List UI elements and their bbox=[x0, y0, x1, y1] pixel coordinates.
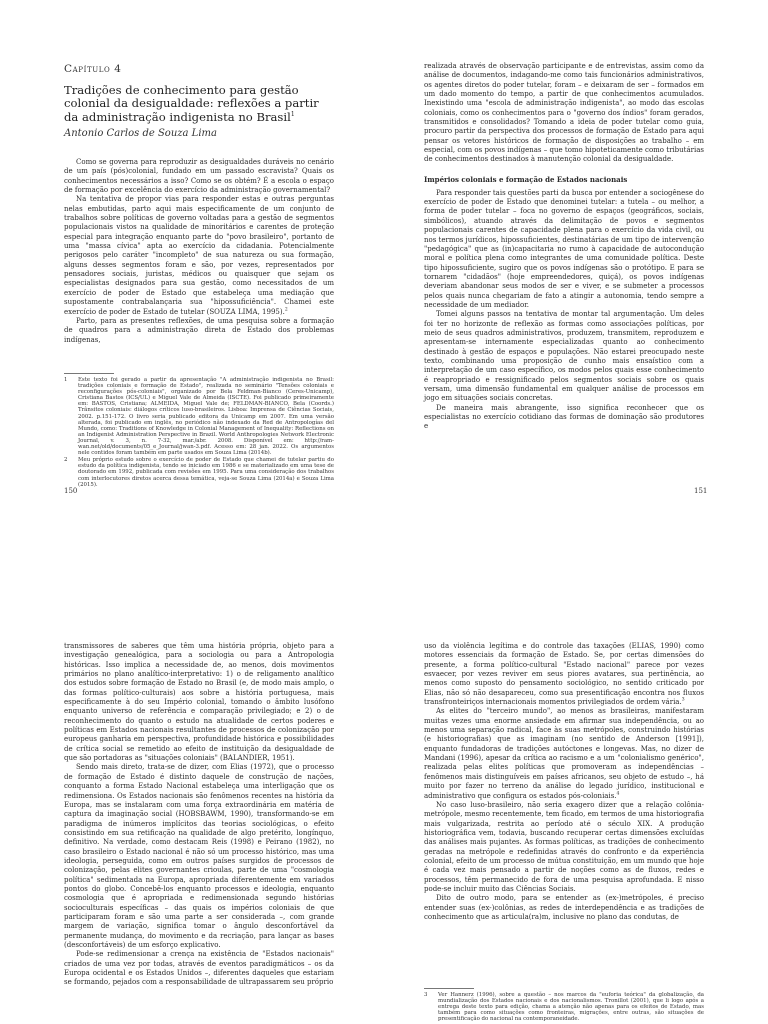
footnote-ref: 3 bbox=[681, 697, 685, 703]
paragraph-text: uso da violência legítima e do controle das taxações (ELIAS, 1990) como motores essenciais da formação de Estado. Se, por certas dimensões do presente, a forma político-cultural "Estado nacional" parece por vezes esvaecer, por vezes reviver em seus piores avatares, sua pertinência, ao menos como suposto do pensamento sociológico, no sentido criticado por Elias, não só não desapareceu, como sua presentificação encontra nos fluxos transfronteiriços internacionais momentos privilegiados de ordem vária. bbox=[424, 642, 704, 707]
paragraph-text: As elites do "terceiro mundo", ao menos as brasileiras, manifestaram muitas vezes uma enorme ansiedade em afirmar sua independência, ou ao menos uma separação radical, face às suas metrópoles, construindo histórias (e historiografias) que as imaginam (no sentido de Anderson [1991]), enquanto fundadoras de tradições autóctones e longevas. Mas, no dizer de Mandani (1996), apesar da crítica ao racismo e a um "colonialismo genérico", realizada pelas elites políticas que promoveram as independências – fenômenos mais distinguíveis em países africanos, seu objeto de estudo –, há muito por fazer no terreno da análise do legado jurídico, institucional e administrativo que configura os estados pós-coloniais. bbox=[424, 707, 704, 800]
footnote-text: Este texto foi gerado a partir da apresentação "A administração indigenista no Brasil: tradições coloniais e formação de Estado", realizada no seminário "Tensões coloniais e reconfigurações pós-coloniais", organizado por Bela Feldman-Bianco (Ceres-Unicamp), Cristiana Bastos (ICS/UL) e Miguel Vale de Almeida (ISCTE). Foi publicado primeiramente em: BASTOS, Cristiana; ALMEIDA, Miguel Vale de; FELDMAN-BIANCO, Bela (Coords.) Trânsitos coloniais: diálogos críticos luso-brasileiros. Lisboa: Imprensa de Ciências Sociais, 2002. p.151-172. O livro seria publicado editora da Unicamp em 2007. Em uma versão alterada, foi publicado em inglês, no periódico não indexado da Red de Antropologías del Mundo, como: Traditions of Knowledge in Colonial Management of Inequality: Reflections on an Indigenist Administration Perspective in Brazil. World Anthropologies Network Electronic Journal, v. 3, n. 7-32, mar./abr. 2008. Disponível em: http://ram-wan.net/old/documents/05_e_Journal/jwan-3.pdf. Acesso em: 28 jan. 2022. Os argumentos nele contidos foram também em parte usados em Souza Lima (2014b). bbox=[78, 377, 334, 457]
chapter-title-text: Tradições de conhecimento para gestão colonial da desigualdade: reflexões a partir da administração indigenista no Brasil bbox=[64, 83, 319, 124]
page-153 bbox=[384, 512, 768, 1024]
footnote bbox=[64, 457, 334, 487]
paragraph: transmissores de saberes que têm uma história própria, objeto para a investigação genealógica, para a sociologia ou para a Antropologia históricas. Isso implica a necessidade de, ao menos, dois movimentos primários no plano analítico-interpretativo: 1) o de religamento analítico dos estudos sobre formação de Estado no Brasil (e, de modo mais amplo, o das formas político-culturais) aos sobre a história portuguesa, mais especificamente à do seu Império colonial, tomando o âmbito lusófono enquanto universo de referência e comparação privilegiado; e 2) o de reconhecimento do quanto o estudo na atualidade de certos poderes e políticas em Estados nacionais resultantes de processos de colonização por europeus ganharia em perspectiva, profundidade histórica e possibilidades de crítica social se remetido ao efeito de instituição da desigualdade de que são portadoras as "situações coloniais" (BALANDIER, 1951). bbox=[64, 642, 334, 763]
paragraph bbox=[424, 707, 704, 800]
footnotes bbox=[64, 373, 334, 489]
footnote-rule bbox=[64, 373, 114, 374]
footnote-ref: 4 bbox=[616, 791, 620, 797]
section-heading: Impérios coloniais e formação de Estados nacionais bbox=[424, 174, 628, 184]
paragraph: Dito de outro modo, para se entender as (ex-)metrópoles, é preciso entender suas (ex-)colônias, as redes de interdependência e as tradições de conhecimento que as articula(ra)m, inclusive no plano das condutas, de bbox=[424, 894, 704, 921]
chapter-header bbox=[64, 63, 334, 139]
page-150 bbox=[0, 0, 384, 512]
body-text-block bbox=[424, 642, 704, 922]
paragraph: De maneira mais abrangente, isso significa reconhecer que os especialistas no exercício cotidiano das formas de dominação são produtores e bbox=[424, 403, 704, 431]
chapter-label: Capítulo 4 bbox=[64, 63, 122, 75]
paragraph: Tomei alguns passos na tentativa de montar tal argumentação. Um deles foi ter no horizonte de reflexão as formas como associações políticas, por meio de seus quadros administrativos, produzem, transmitem, reproduzem e apresentam-se internamente especializadas quanto ao conhecimento destinado à gestão de espaços e populações. Não estarei preocupado neste texto, combinando uma proposição de cunho mais ensaístico com a interpretação de um caso específico, os modos pelos quais esse conhecimento é reapropriado e ressignificado pelos segmentos sociais sobre os quais versam, uma dimensão fundamental em qualquer análise de processos em jogo em situações sociais concretas. bbox=[424, 310, 704, 403]
paragraph: No caso luso-brasileiro, não seria exagero dizer que a relação colônia-metrópole, mesmo recentemente, tem ficado, em termos de uma historiografia mais vulgarizada, restrita ao período até o século XIX. A produção historiográfica vem, todavia, buscando recuperar certas dimensões excluídas das análises mais pujantes. As formas políticas, as tradições de conhecimento geradas na metrópole e redefinidas através do confronto e da experiência colonial, efeito de um processo de mútua constituição, em um mundo que hoje é cada vez mais pensado a partir de noções como as de fluxos, redes e processos, têm permanecido de fora de uma pesquisa aprofundada. E nisso pode-se incluir muito das Ciências Sociais. bbox=[424, 800, 704, 893]
chapter-title bbox=[64, 84, 334, 124]
paragraph: Sendo mais direto, trata-se de dizer, com Elias (1972), que o processo de formação de Estado é distinto daquele de construção de nações, conquanto a forma Estado Nacional estabeleça uma interligação que os redimensiona. Os Estados nacionais são fenômenos recentes na história da Europa, mas se instalaram com uma força extraordinária em matéria de captura da imaginação social (HOBSBAWM, 1990), transformando-se em paradigma de inúmeros implícitos das teorias sociológicas, o efeito consistindo em sua retificação na qualidade de algo pretérito, longínquo, definitivo. Na verdade, como destacam Reis (1998) e Peirano (1982), no caso brasileiro o Estado nacional é não só um processo histórico, mas uma ideologia, perseguida, como em outros países surgidos de processos de colonização, pelas elites governantes crioulas, parte de uma "cosmologia política" sedimentada na Europa, apropriada diferentemente em variados pontos do globo. Concebê-los enquanto processos e ideologia, enquanto cosmologia que é apropriada e redimensionada segundo histórias socioculturais específicas – das quais os impérios coloniais de que participaram foram e são uma parte a ser considerada –, com grande margem de variação, significa tomar o ângulo desconfortável da permanente mudança, do movimento e da recriação, para lançar as bases (desconfortáveis) de um esforço explicativo. bbox=[64, 763, 334, 949]
footnote-number: 2 bbox=[64, 457, 68, 464]
footnote-ref: 2 bbox=[284, 307, 288, 313]
body-text-block bbox=[64, 642, 334, 988]
footnote bbox=[424, 992, 704, 1022]
footnote-rule bbox=[424, 988, 474, 989]
footnote-text: Ver Hannerz (1996), sobre a questão – nos marcos da "euforia teórica" da globalização, da mundialização dos Estados nacionais e dos nacionalismos. Tronillot (2001), que li logo após a entrega deste texto para edição, chama a atenção não apenas para os efeitos de Estado, mas também para como situações como fronteiras, migrações, entre outras, são situações de presentificação do nacional na contemporaneidade. bbox=[438, 992, 704, 1023]
page-152 bbox=[0, 512, 384, 1024]
footnote bbox=[64, 377, 334, 456]
page-number: 151 bbox=[694, 487, 708, 495]
paragraph: realizada através de observação participante e de entrevistas, assim como da análise de documentos, indagando-me como tais funcionários administrativos, os agentes diretos do poder tutelar, foram – e deixaram de ser – formados em um dado momento do tempo, a partir de que conhecimentos acumulados. Inexistindo uma "escola de administração indigenista", ao modo das escolas coloniais, como os conhecimentos para o "governo dos índios" foram gerados, transmitidos e consolidados? Tomando a ideia de poder tutelar como guia, procuro partir da perspectiva dos processos de formação de Estado para aqui pensar os vetores históricos de formação de disposições ao trabalho – em especial, com os povos indígenas – que tomo hipoteticamente como tributárias de conhecimentos destinados à manutenção colonial da desigualdade. bbox=[424, 62, 704, 164]
footnote-number: 1 bbox=[64, 377, 68, 383]
page-151 bbox=[384, 0, 768, 512]
body-text-block bbox=[64, 158, 334, 345]
footnote-ref: 1 bbox=[290, 110, 295, 118]
footnote-text: Meu próprio estudo sobre o exercício de poder de Estado que chamei de tutelar partiu do estudo da política indigenista, tendo se iniciado em 1986 e se materializado em uma tese de doutorado em 1992, publicada com revisões em 1995. Para uma consideração dos trabalhos com interlocutores diretos acerca dessa temática, veja-se Souza Lima (2014a) e Souza Lima (2015). bbox=[78, 457, 334, 488]
paragraph: Como se governa para reproduzir as desigualdades duráveis no cenário de um país (pós)colonial, fundado em um passado escravista? Quais os conhecimentos necessários a isso? Como se os obtém? É a escola o espaço de formação por excelência do exercício da administração governamental? bbox=[64, 158, 334, 195]
paragraph: Para responder tais questões parti da busca por entender a sociogênese do exercício de poder de Estado que denominei tutelar: a tutela – ou melhor, a forma de poder tutelar – foca no governo de espaços (geográficos, sociais, simbólicos), atuando através da delimitação de povos e segmentos populacionais carentes de capacidade plena para o exercício da vida civil, ou nos termos jurídicos, hipossuficientes, destinatárias de um tipo de intervenção "pedagógica" que as (in)capacitaria no rumo à capacidade de autocondução moral e política plena como integrantes de uma comunidade política. Deste tipo hipossuficiente, sugiro que os povos indígenas são o protótipo. E para se tornarem "cidadãos" (hoje empreendedores, quiçá), os povos indígenas deveriam abandonar seus modos de ser e viver, e se submeter a processos pelos quais nunca chegariam de fato a atingir a autonomia, tendo sempre a necessidade de um mediador. bbox=[424, 188, 704, 309]
paragraph: Parto, para as presentes reflexões, de uma pesquisa sobre a formação de quadros para a administração direta de Estado dos problemas indígenas, bbox=[64, 316, 334, 344]
paragraph bbox=[424, 642, 704, 707]
paragraph-text: Na tentativa de propor vias para responder estas e outras perguntas nelas embutidas, parto aqui mais especificamente de um conjunto de trabalhos sobre políticas de governo voltadas para a gestão de segmentos populacionais vistos na qualidade de minoritários e carentes de proteção especial para integração enquanto parte do "povo brasileiro", portanto de uma "massa cívica" apta ao exercício da cidadania. Potencialmente perigosos pelo caráter "incompleto" de sua natureza ou sua formação, alguns desses segmentos foram e são, por vezes, representados por pensadores sociais, juristas, médicos ou quaisquer que sejam os especialistas designados para sua gestão, como necessitados de um exercício de poder de Estado que estabeleça uma mediação que supostamente contrabalançaria sua "hipossuficiência". Chamei este exercício de poder de Estado de tutelar (SOUZA LIMA, 1995). bbox=[64, 195, 334, 316]
body-text-block bbox=[424, 62, 704, 432]
chapter-author: Antonio Carlos de Souza Lima bbox=[64, 128, 217, 140]
footnotes bbox=[424, 988, 704, 1023]
page-number: 150 bbox=[64, 487, 78, 495]
footnote-number: 3 bbox=[424, 992, 428, 998]
paragraph bbox=[64, 195, 334, 316]
paragraph: Pode-se redimensionar a crença na existência de "Estados nacionais" criados de uma vez por todas, através de eventos paradigmáticos – os da Europa ocidental e os Estados Unidos –, diferentes daqueles que estariam se formando, pejados com a responsabilidade de ultrapassarem seu próprio bbox=[64, 950, 334, 987]
